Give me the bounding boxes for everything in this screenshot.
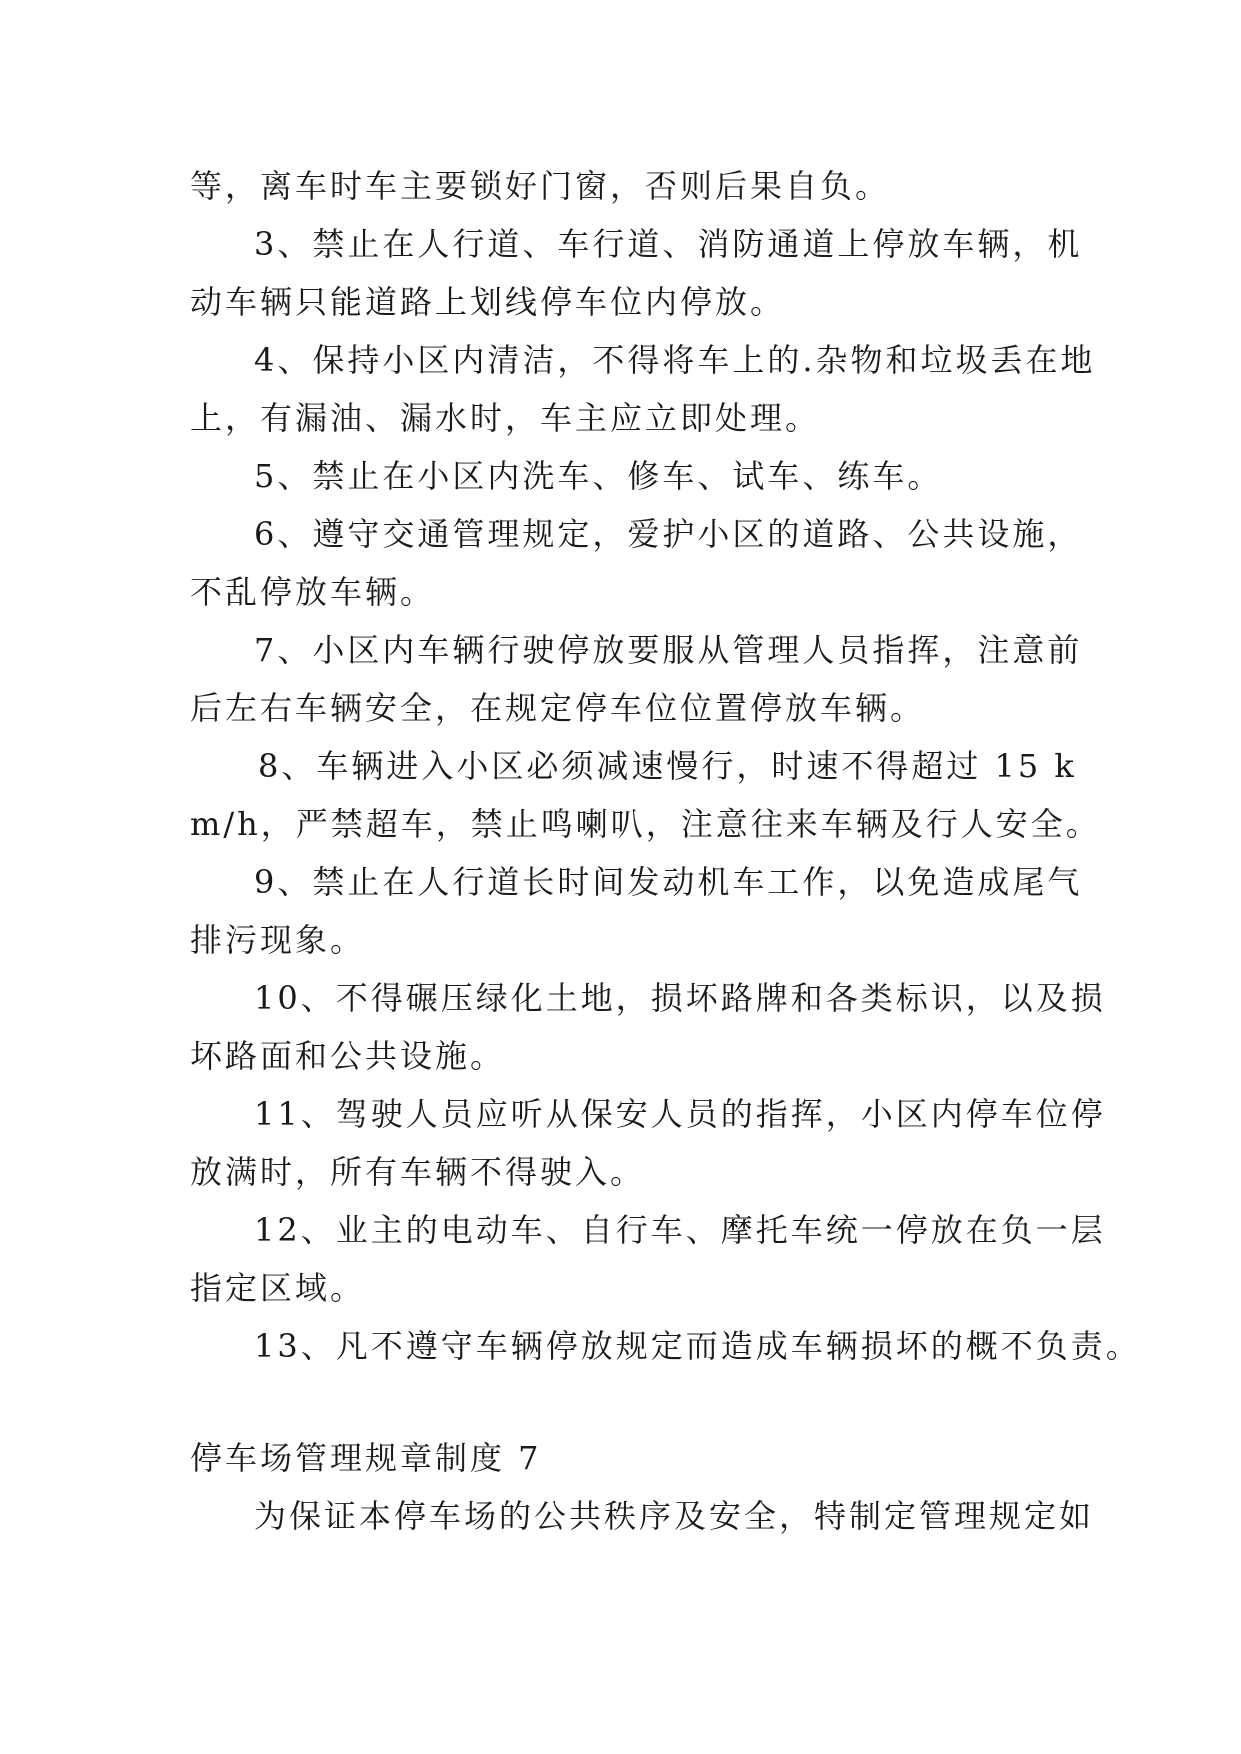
text-line: 8、车辆进入小区必须减速慢行，时速不得超过 15 k — [258, 747, 1077, 785]
text-line: 动车辆只能道路上划线停车位内停放。 — [190, 283, 786, 321]
text-line: 排污现象。 — [190, 921, 366, 959]
text-line: 后左右车辆安全，在规定停车位位置停放车辆。 — [190, 689, 926, 727]
text-line: 放满时，所有车辆不得驶入。 — [190, 1153, 646, 1191]
text-line: 13、凡不遵守车辆停放规定而造成车辆损坏的概不负责。 — [254, 1327, 1141, 1365]
text-line: 7、小区内车辆行驶停放要服从管理人员指挥，注意前 — [254, 631, 1083, 669]
text-line: 坏路面和公共设施。 — [190, 1037, 506, 1075]
text-line: 5、禁止在小区内洗车、修车、试车、练车。 — [254, 457, 943, 495]
text-line: 为保证本停车场的公共秩序及安全，特制定管理规定如 — [254, 1497, 1095, 1535]
text-line: 12、业主的电动车、自行车、摩托车统一停放在负一层 — [254, 1211, 1106, 1249]
text-line: 不乱停放车辆。 — [190, 573, 436, 611]
text-line: 指定区域。 — [190, 1269, 366, 1307]
text-line: 3、禁止在人行道、车行道、消防通道上停放车辆，机 — [254, 225, 1083, 263]
text-line: m/h，严禁超车，禁止鸣喇叭，注意往来车辆及行人安全。 — [190, 805, 1101, 843]
section-heading: 停车场管理规章制度 7 — [190, 1439, 542, 1477]
text-line: 上，有漏油、漏水时，车主应立即处理。 — [190, 399, 821, 437]
text-line: 11、驾驶人员应听从保安人员的指挥，小区内停车位停 — [254, 1095, 1106, 1133]
text-line: 9、禁止在人行道长时间发动机车工作，以免造成尾气 — [254, 863, 1083, 901]
text-line: 等，离车时车主要锁好门窗，否则后果自负。 — [190, 167, 891, 205]
text-line: 4、保持小区内清洁，不得将车上的.杂物和垃圾丢在地 — [254, 341, 1096, 379]
text-line: 6、遵守交通管理规定，爱护小区的道路、公共设施， — [254, 515, 1083, 553]
text-line: 10、不得碾压绿化土地，损坏路牌和各类标识，以及损 — [254, 979, 1106, 1017]
